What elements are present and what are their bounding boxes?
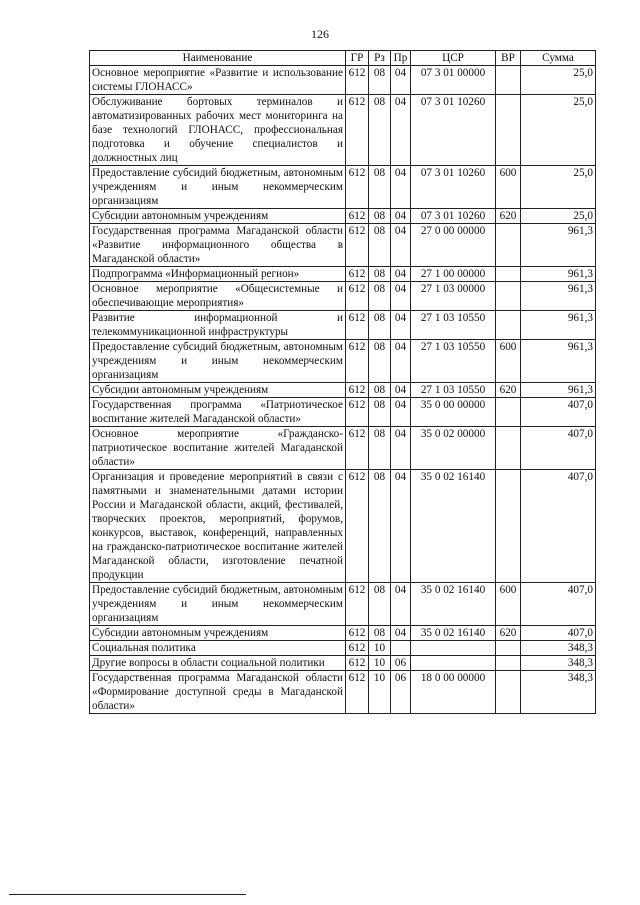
cell-sum: 961,3 bbox=[521, 224, 596, 267]
cell-csr: 35 0 02 16140 bbox=[411, 583, 496, 626]
header-csr: ЦСР bbox=[411, 51, 496, 66]
cell-sum: 348,3 bbox=[521, 656, 596, 671]
cell-pr: 04 bbox=[391, 209, 411, 224]
cell-vr bbox=[496, 66, 521, 95]
cell-csr: 35 0 00 00000 bbox=[411, 398, 496, 427]
cell-csr bbox=[411, 641, 496, 656]
cell-pr: 04 bbox=[391, 583, 411, 626]
cell-name: Предоставление субсидий бюджетным, автономным учреждениям и иным некоммерческим организациям bbox=[90, 166, 346, 209]
cell-csr: 27 1 03 00000 bbox=[411, 282, 496, 311]
cell-pr: 04 bbox=[391, 340, 411, 383]
cell-name: Организация и проведение мероприятий в связи с памятными и знаменательными датами истории России и Магаданской области, акций, фестивалей, творческих проектов, мероприятий, форумов, конкурсов, выставок, конференций, направленных на гражданско-патриотическое воспитание жителей Магаданской области, изготовление печатной продукции bbox=[90, 470, 346, 583]
table-row bbox=[90, 166, 596, 209]
cell-pr: 06 bbox=[391, 671, 411, 714]
cell-rz: 10 bbox=[369, 671, 391, 714]
cell-vr: 620 bbox=[496, 383, 521, 398]
table-row bbox=[90, 583, 596, 626]
cell-pr: 04 bbox=[391, 282, 411, 311]
cell-gr: 612 bbox=[346, 641, 369, 656]
cell-name: Основное мероприятие «Развитие и использование системы ГЛОНАСС» bbox=[90, 66, 346, 95]
cell-csr: 07 3 01 10260 bbox=[411, 95, 496, 166]
cell-csr: 27 1 03 10550 bbox=[411, 311, 496, 340]
cell-name: Социальная политика bbox=[90, 641, 346, 656]
cell-vr bbox=[496, 427, 521, 470]
cell-sum: 407,0 bbox=[521, 583, 596, 626]
cell-sum: 25,0 bbox=[521, 66, 596, 95]
cell-pr: 04 bbox=[391, 626, 411, 641]
cell-pr: 04 bbox=[391, 311, 411, 340]
cell-rz: 08 bbox=[369, 470, 391, 583]
cell-name: Развитие информационной и телекоммуникационной инфраструктуры bbox=[90, 311, 346, 340]
cell-csr: 35 0 02 16140 bbox=[411, 626, 496, 641]
cell-rz: 08 bbox=[369, 95, 391, 166]
header-name: Наименование bbox=[90, 51, 346, 66]
cell-rz: 08 bbox=[369, 224, 391, 267]
cell-rz: 10 bbox=[369, 656, 391, 671]
cell-gr: 612 bbox=[346, 224, 369, 267]
cell-gr: 612 bbox=[346, 311, 369, 340]
cell-sum: 348,3 bbox=[521, 671, 596, 714]
table-row bbox=[90, 95, 596, 166]
cell-gr: 612 bbox=[346, 398, 369, 427]
table-row bbox=[90, 209, 596, 224]
cell-sum: 407,0 bbox=[521, 398, 596, 427]
cell-vr bbox=[496, 398, 521, 427]
table-row bbox=[90, 427, 596, 470]
table-row bbox=[90, 626, 596, 641]
table-row bbox=[90, 224, 596, 267]
cell-csr: 07 3 01 10260 bbox=[411, 166, 496, 209]
cell-gr: 612 bbox=[346, 656, 369, 671]
cell-sum: 25,0 bbox=[521, 95, 596, 166]
cell-vr: 620 bbox=[496, 626, 521, 641]
cell-name: Предоставление субсидий бюджетным, автономным учреждениям и иным некоммерческим организациям bbox=[90, 583, 346, 626]
cell-rz: 08 bbox=[369, 66, 391, 95]
cell-sum: 348,3 bbox=[521, 641, 596, 656]
header-rz: Рз bbox=[369, 51, 391, 66]
cell-pr: 04 bbox=[391, 267, 411, 282]
cell-name: Основное мероприятие «Общесистемные и обеспечивающие мероприятия» bbox=[90, 282, 346, 311]
cell-rz: 08 bbox=[369, 583, 391, 626]
cell-sum: 407,0 bbox=[521, 427, 596, 470]
footnote-divider bbox=[9, 894, 246, 895]
budget-table bbox=[89, 50, 596, 714]
cell-sum: 961,3 bbox=[521, 340, 596, 383]
cell-pr: 04 bbox=[391, 470, 411, 583]
cell-rz: 08 bbox=[369, 282, 391, 311]
cell-name: Государственная программа Магаданской области «Развитие информационного общества в Магаданской области» bbox=[90, 224, 346, 267]
cell-csr: 27 0 00 00000 bbox=[411, 224, 496, 267]
table-row bbox=[90, 282, 596, 311]
cell-vr bbox=[496, 311, 521, 340]
cell-rz: 08 bbox=[369, 626, 391, 641]
cell-vr bbox=[496, 671, 521, 714]
cell-gr: 612 bbox=[346, 583, 369, 626]
table-row bbox=[90, 383, 596, 398]
header-row bbox=[90, 51, 596, 66]
cell-gr: 612 bbox=[346, 626, 369, 641]
table-row bbox=[90, 656, 596, 671]
cell-vr bbox=[496, 224, 521, 267]
cell-csr: 07 3 01 00000 bbox=[411, 66, 496, 95]
cell-gr: 612 bbox=[346, 470, 369, 583]
cell-gr: 612 bbox=[346, 282, 369, 311]
cell-rz: 08 bbox=[369, 340, 391, 383]
cell-pr: 04 bbox=[391, 383, 411, 398]
cell-pr: 04 bbox=[391, 427, 411, 470]
cell-gr: 612 bbox=[346, 267, 369, 282]
cell-csr: 18 0 00 00000 bbox=[411, 671, 496, 714]
cell-csr: 35 0 02 16140 bbox=[411, 470, 496, 583]
cell-gr: 612 bbox=[346, 671, 369, 714]
cell-vr bbox=[496, 282, 521, 311]
cell-rz: 08 bbox=[369, 209, 391, 224]
table-row bbox=[90, 311, 596, 340]
cell-gr: 612 bbox=[346, 66, 369, 95]
cell-gr: 612 bbox=[346, 166, 369, 209]
cell-pr: 04 bbox=[391, 224, 411, 267]
cell-name: Государственная программа «Патриотическое воспитание жителей Магаданской области» bbox=[90, 398, 346, 427]
cell-vr: 600 bbox=[496, 583, 521, 626]
cell-pr bbox=[391, 641, 411, 656]
cell-csr: 07 3 01 10260 bbox=[411, 209, 496, 224]
cell-vr bbox=[496, 641, 521, 656]
cell-name: Обслуживание бортовых терминалов и автоматизированных рабочих мест мониторинга на базе технологий ГЛОНАСС, профессиональная подготовка и обучение специалистов и должностных лиц bbox=[90, 95, 346, 166]
cell-sum: 961,3 bbox=[521, 282, 596, 311]
cell-sum: 961,3 bbox=[521, 311, 596, 340]
cell-vr bbox=[496, 656, 521, 671]
cell-name: Субсидии автономным учреждениям bbox=[90, 209, 346, 224]
cell-vr bbox=[496, 267, 521, 282]
cell-gr: 612 bbox=[346, 427, 369, 470]
cell-gr: 612 bbox=[346, 383, 369, 398]
cell-pr: 06 bbox=[391, 656, 411, 671]
cell-rz: 10 bbox=[369, 641, 391, 656]
cell-csr bbox=[411, 656, 496, 671]
cell-sum: 961,3 bbox=[521, 383, 596, 398]
cell-name: Подпрограмма «Информационный регион» bbox=[90, 267, 346, 282]
cell-sum: 961,3 bbox=[521, 267, 596, 282]
table-body bbox=[90, 66, 596, 714]
cell-csr: 35 0 02 00000 bbox=[411, 427, 496, 470]
cell-name: Предоставление субсидий бюджетным, автономным учреждениям и иным некоммерческим организациям bbox=[90, 340, 346, 383]
header-gr: ГР bbox=[346, 51, 369, 66]
cell-name: Основное мероприятие «Гражданско-патриотическое воспитание жителей Магаданской области» bbox=[90, 427, 346, 470]
cell-sum: 25,0 bbox=[521, 166, 596, 209]
cell-vr: 600 bbox=[496, 166, 521, 209]
cell-rz: 08 bbox=[369, 398, 391, 427]
cell-gr: 612 bbox=[346, 95, 369, 166]
cell-pr: 04 bbox=[391, 95, 411, 166]
cell-rz: 08 bbox=[369, 166, 391, 209]
table-row bbox=[90, 470, 596, 583]
table-row bbox=[90, 66, 596, 95]
cell-vr bbox=[496, 470, 521, 583]
table-row bbox=[90, 340, 596, 383]
cell-csr: 27 1 00 00000 bbox=[411, 267, 496, 282]
table-row bbox=[90, 641, 596, 656]
cell-rz: 08 bbox=[369, 383, 391, 398]
table-row bbox=[90, 267, 596, 282]
cell-rz: 08 bbox=[369, 311, 391, 340]
cell-vr bbox=[496, 95, 521, 166]
cell-name: Государственная программа Магаданской области «Формирование доступной среды в Магаданской области» bbox=[90, 671, 346, 714]
cell-name: Другие вопросы в области социальной политики bbox=[90, 656, 346, 671]
cell-sum: 407,0 bbox=[521, 470, 596, 583]
cell-pr: 04 bbox=[391, 166, 411, 209]
cell-vr: 620 bbox=[496, 209, 521, 224]
cell-csr: 27 1 03 10550 bbox=[411, 383, 496, 398]
cell-pr: 04 bbox=[391, 66, 411, 95]
header-pr: Пр bbox=[391, 51, 411, 66]
cell-csr: 27 1 03 10550 bbox=[411, 340, 496, 383]
table-row bbox=[90, 398, 596, 427]
header-sum: Сумма bbox=[521, 51, 596, 66]
cell-sum: 25,0 bbox=[521, 209, 596, 224]
cell-name: Субсидии автономным учреждениям bbox=[90, 383, 346, 398]
cell-sum: 407,0 bbox=[521, 626, 596, 641]
cell-rz: 08 bbox=[369, 427, 391, 470]
cell-gr: 612 bbox=[346, 340, 369, 383]
header-vr: ВР bbox=[496, 51, 521, 66]
cell-vr: 600 bbox=[496, 340, 521, 383]
cell-gr: 612 bbox=[346, 209, 369, 224]
page-number: 126 bbox=[311, 27, 329, 41]
cell-name: Субсидии автономным учреждениям bbox=[90, 626, 346, 641]
table-row bbox=[90, 671, 596, 714]
cell-rz: 08 bbox=[369, 267, 391, 282]
cell-pr: 04 bbox=[391, 398, 411, 427]
